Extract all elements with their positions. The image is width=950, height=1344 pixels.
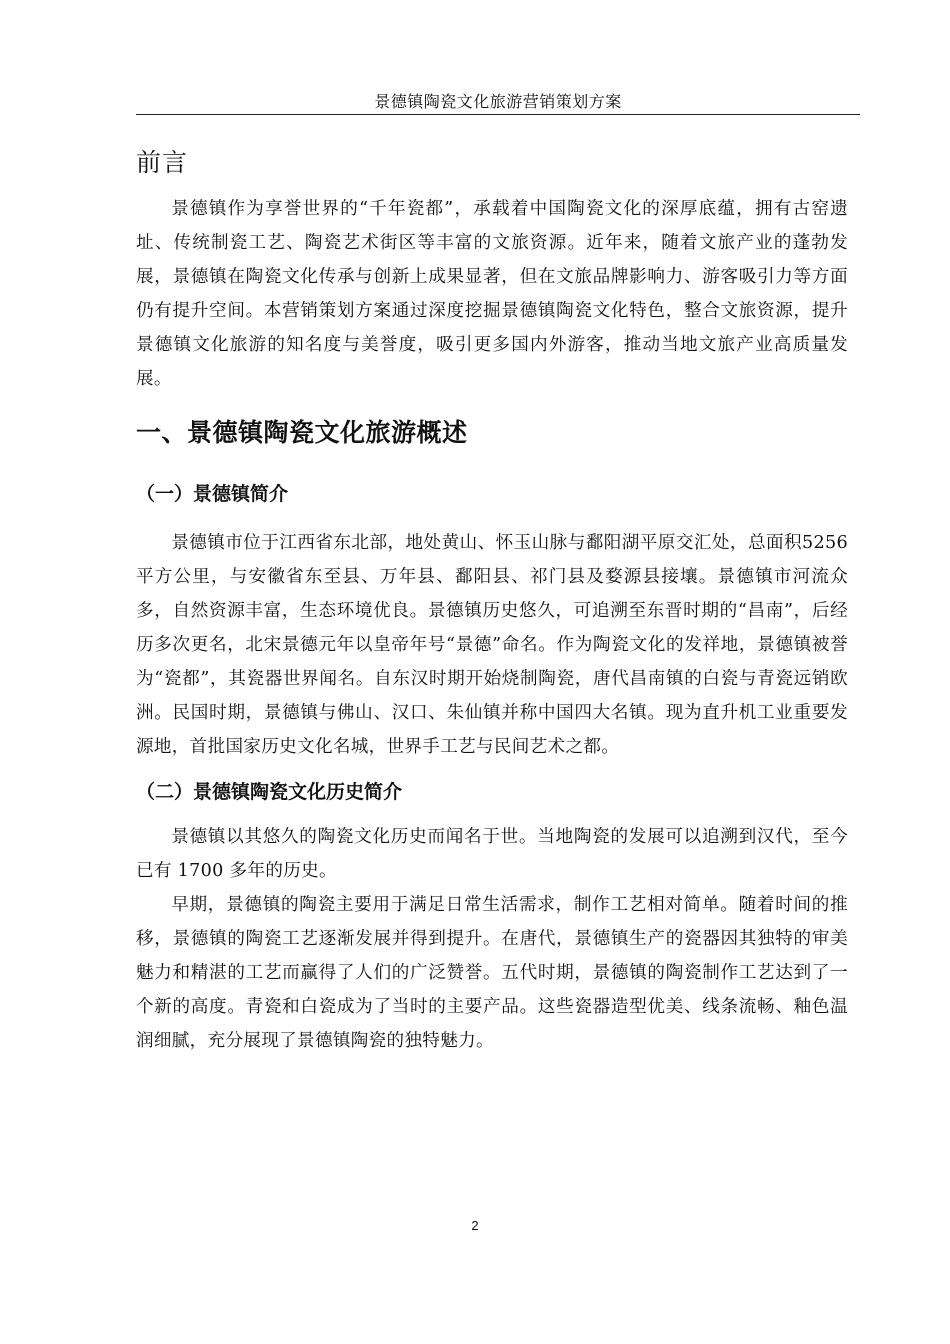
subsection-2-paragraph-1: 景德镇以其悠久的陶瓷文化历史而闻名于世。当地陶瓷的发展可以追溯到汉代，至今已有 1700 多年的历史。: [136, 827, 848, 881]
document-title: 景德镇陶瓷文化旅游营销策划方案: [374, 92, 622, 111]
subsection-2-heading: （二）景德镇陶瓷文化历史简介: [136, 781, 403, 803]
document-body: [136, 140, 848, 1058]
preface-paragraph: 景德镇作为享誉世界的“千年瓷都”，承载着中国陶瓷文化的深厚底蕴，拥有古窑遗址、传统制瓷工艺、陶瓷艺术街区等丰富的文旅资源。近年来，随着文旅产业的蓬勃发展，景德镇在陶瓷文化传承与创新上成果显著，但在文旅品牌影响力、游客吸引力等方面仍有提升空间。本营销策划方案通过深度挖掘景德镇陶瓷文化特色，整合文旅资源，提升景德镇文化旅游的知名度与美誉度，吸引更多国内外游客，推动当地文旅产业高质量发展。: [136, 199, 848, 389]
page-number: 2: [471, 1218, 479, 1233]
section-1-heading: 一、景德镇陶瓷文化旅游概述: [136, 418, 468, 447]
subsection-1-heading: （一）景德镇简介: [136, 483, 289, 505]
subsection-1-paragraph: 景德镇市位于江西省东北部，地处黄山、怀玉山脉与鄱阳湖平原交汇处，总面积5256平方公里，与安徽省东至县、万年县、鄱阳县、祁门县及婺源县接壤。景德镇市河流众多，自然资源丰富，生态环境优良。景德镇历史悠久，可追溯至东晋时期的“昌南”，后经历多次更名，北宋景德元年以皇帝年号“景德”命名。作为陶瓷文化的发祥地，景德镇被誉为“瓷都”，其瓷器世界闻名。自东汉时期开始烧制陶瓷，唐代昌南镇的白瓷与青瓷远销欧洲。民国时期，景德镇与佛山、汉口、朱仙镇并称中国四大名镇。现为直升机工业重要发源地，首批国家历史文化名城，世界手工艺与民间艺术之都。: [136, 533, 848, 757]
page-header: [136, 90, 860, 115]
subsection-2-paragraph-2: 早期，景德镇的陶瓷主要用于满足日常生活需求，制作工艺相对简单。随着时间的推移，景德镇的陶瓷工艺逐渐发展并得到提升。在唐代，景德镇生产的瓷器因其独特的审美魅力和精湛的工艺而赢得了人们的广泛赞誉。五代时期，景德镇的陶瓷制作工艺达到了一个新的高度。青瓷和白瓷成为了当时的主要产品。这些瓷器造型优美、线条流畅、釉色温润细腻，充分展现了景德镇陶瓷的独特魅力。: [136, 895, 848, 1051]
preface-heading: 前言: [136, 148, 189, 177]
